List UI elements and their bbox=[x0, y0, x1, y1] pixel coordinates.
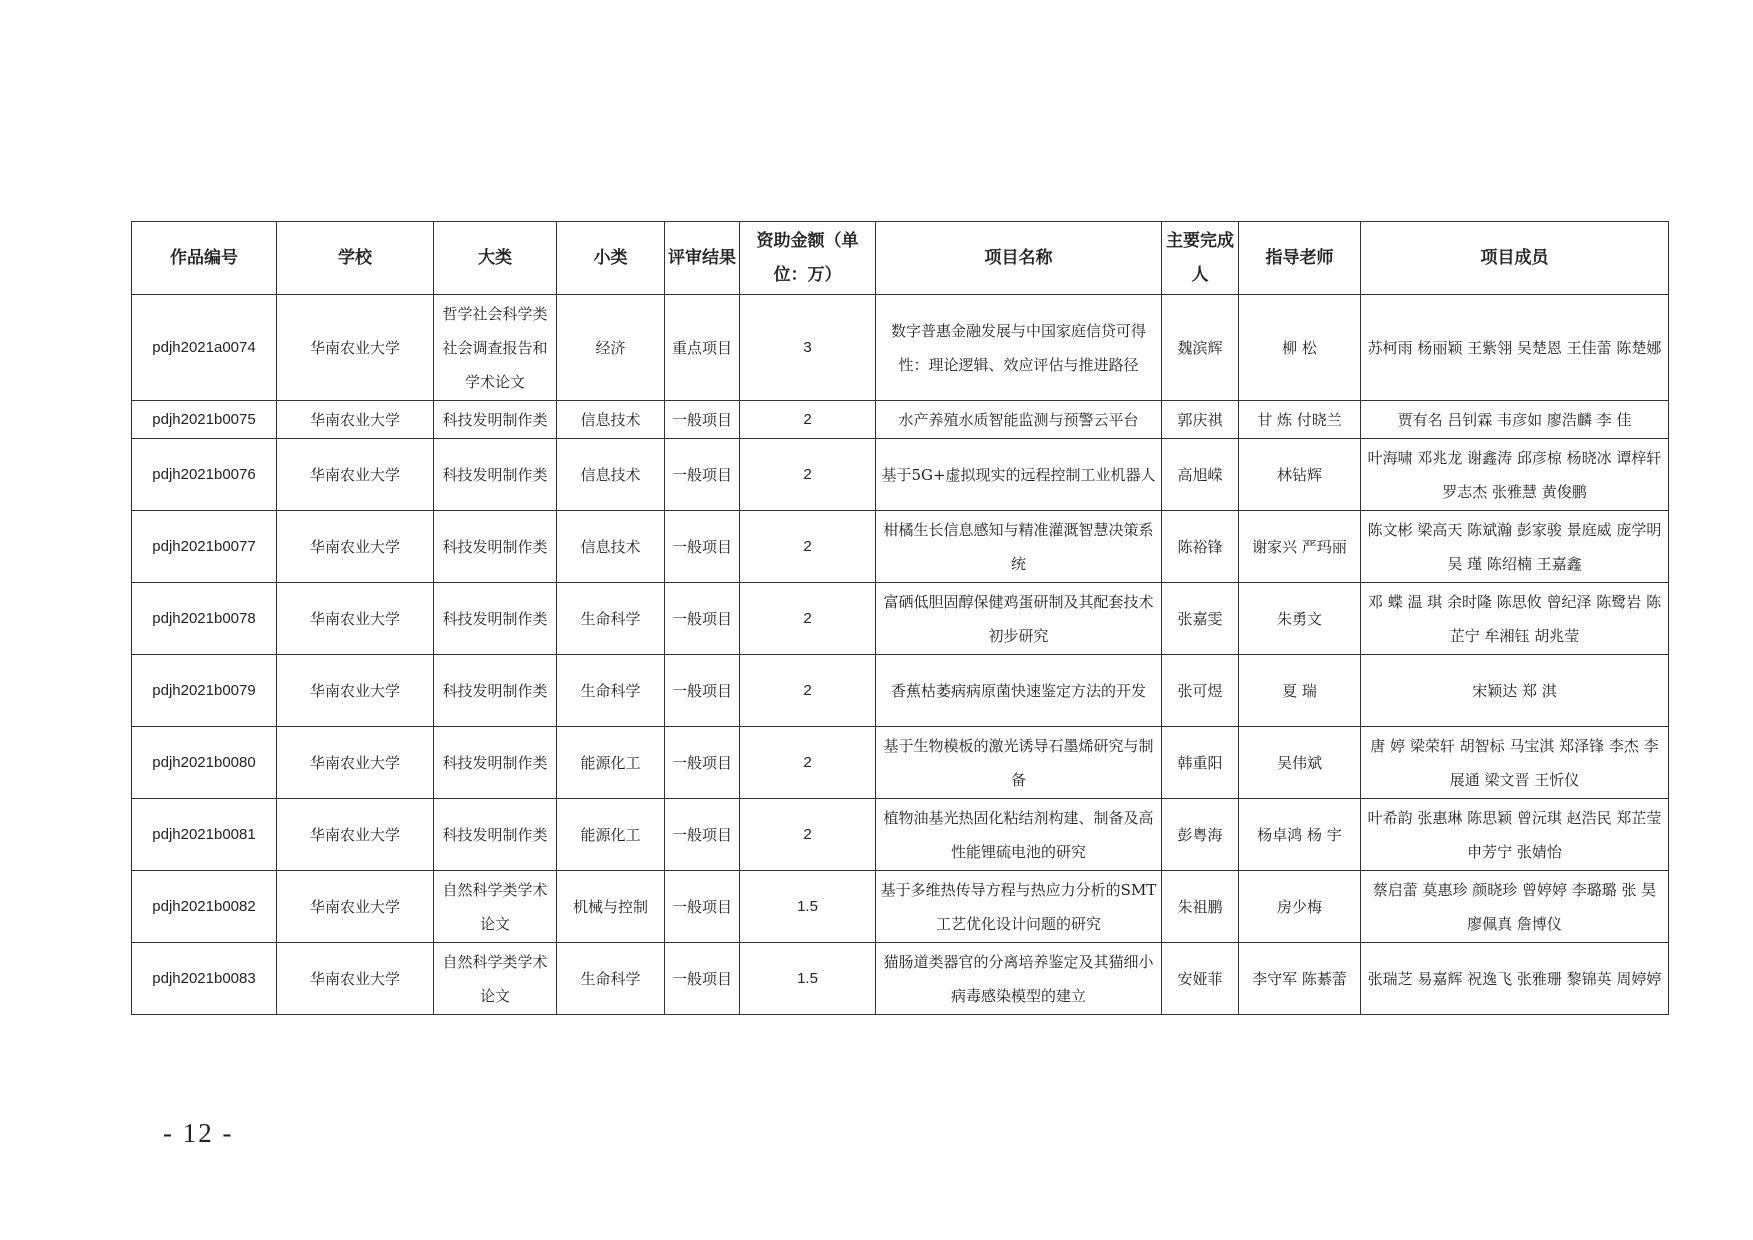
header-subcategory: 小类 bbox=[557, 222, 665, 295]
cell-review-result: 一般项目 bbox=[665, 799, 740, 871]
cell-lead: 韩重阳 bbox=[1162, 727, 1239, 799]
cell-category: 科技发明制作类 bbox=[434, 727, 557, 799]
cell-funding: 2 bbox=[740, 583, 876, 655]
header-funding: 资助金额（单位：万） bbox=[740, 222, 876, 295]
cell-advisor: 李守军 陈綦蕾 bbox=[1239, 943, 1361, 1015]
cell-subcategory: 信息技术 bbox=[557, 439, 665, 511]
cell-funding: 1.5 bbox=[740, 943, 876, 1015]
table-row bbox=[132, 295, 1669, 401]
header-advisor: 指导老师 bbox=[1239, 222, 1361, 295]
cell-advisor: 甘 炼 付晓兰 bbox=[1239, 401, 1361, 439]
cell-review-result: 一般项目 bbox=[665, 727, 740, 799]
cell-subcategory: 生命科学 bbox=[557, 943, 665, 1015]
cell-school: 华南农业大学 bbox=[277, 799, 434, 871]
cell-advisor: 房少梅 bbox=[1239, 871, 1361, 943]
cell-work-id: pdjh2021b0079 bbox=[132, 655, 277, 727]
cell-category: 科技发明制作类 bbox=[434, 439, 557, 511]
cell-funding: 3 bbox=[740, 295, 876, 401]
cell-school: 华南农业大学 bbox=[277, 655, 434, 727]
table-row bbox=[132, 655, 1669, 727]
cell-project-name: 植物油基光热固化粘结剂构建、制备及高性能锂硫电池的研究 bbox=[876, 799, 1162, 871]
cell-subcategory: 生命科学 bbox=[557, 583, 665, 655]
cell-members: 叶海啸 邓兆龙 谢鑫涛 邱彦椋 杨晓冰 谭梓轩 罗志杰 张雅慧 黄俊鹏 bbox=[1361, 439, 1669, 511]
table-row bbox=[132, 799, 1669, 871]
cell-subcategory: 信息技术 bbox=[557, 511, 665, 583]
cell-subcategory: 机械与控制 bbox=[557, 871, 665, 943]
cell-project-name: 数字普惠金融发展与中国家庭信贷可得性：理论逻辑、效应评估与推进路径 bbox=[876, 295, 1162, 401]
cell-review-result: 一般项目 bbox=[665, 439, 740, 511]
cell-lead: 高旭嵘 bbox=[1162, 439, 1239, 511]
header-category: 大类 bbox=[434, 222, 557, 295]
cell-category: 科技发明制作类 bbox=[434, 401, 557, 439]
cell-review-result: 重点项目 bbox=[665, 295, 740, 401]
cell-advisor: 夏 瑞 bbox=[1239, 655, 1361, 727]
cell-project-name: 猫肠道类器官的分离培养鉴定及其猫细小病毒感染模型的建立 bbox=[876, 943, 1162, 1015]
cell-review-result: 一般项目 bbox=[665, 655, 740, 727]
cell-work-id: pdjh2021b0081 bbox=[132, 799, 277, 871]
header-project-name: 项目名称 bbox=[876, 222, 1162, 295]
cell-work-id: pdjh2021b0075 bbox=[132, 401, 277, 439]
cell-members: 贾有名 吕钊霖 韦彦如 廖浩麟 李 佳 bbox=[1361, 401, 1669, 439]
cell-school: 华南农业大学 bbox=[277, 511, 434, 583]
cell-lead: 陈裕锋 bbox=[1162, 511, 1239, 583]
cell-work-id: pdjh2021b0078 bbox=[132, 583, 277, 655]
cell-members: 唐 婷 梁荣轩 胡智标 马宝淇 郑泽锋 李杰 李展通 梁文晋 王忻仪 bbox=[1361, 727, 1669, 799]
cell-work-id: pdjh2021b0082 bbox=[132, 871, 277, 943]
cell-members: 宋颖达 郑 淇 bbox=[1361, 655, 1669, 727]
cell-work-id: pdjh2021a0074 bbox=[132, 295, 277, 401]
cell-work-id: pdjh2021b0076 bbox=[132, 439, 277, 511]
cell-funding: 1.5 bbox=[740, 871, 876, 943]
table-row bbox=[132, 727, 1669, 799]
cell-funding: 2 bbox=[740, 511, 876, 583]
cell-project-name: 香蕉枯萎病病原菌快速鉴定方法的开发 bbox=[876, 655, 1162, 727]
cell-advisor: 杨卓鸿 杨 宇 bbox=[1239, 799, 1361, 871]
cell-school: 华南农业大学 bbox=[277, 401, 434, 439]
table-row bbox=[132, 583, 1669, 655]
cell-advisor: 朱勇文 bbox=[1239, 583, 1361, 655]
cell-advisor: 吴伟斌 bbox=[1239, 727, 1361, 799]
cell-subcategory: 生命科学 bbox=[557, 655, 665, 727]
cell-category: 科技发明制作类 bbox=[434, 583, 557, 655]
cell-members: 张瑞芝 易嘉辉 祝逸飞 张雅珊 黎锦英 周婷婷 bbox=[1361, 943, 1669, 1015]
cell-lead: 张嘉雯 bbox=[1162, 583, 1239, 655]
cell-funding: 2 bbox=[740, 727, 876, 799]
cell-school: 华南农业大学 bbox=[277, 439, 434, 511]
table-row bbox=[132, 511, 1669, 583]
cell-project-name: 富硒低胆固醇保健鸡蛋研制及其配套技术初步研究 bbox=[876, 583, 1162, 655]
cell-funding: 2 bbox=[740, 799, 876, 871]
cell-category: 科技发明制作类 bbox=[434, 799, 557, 871]
cell-lead: 郭庆祺 bbox=[1162, 401, 1239, 439]
table-header-row bbox=[132, 222, 1669, 295]
cell-funding: 2 bbox=[740, 439, 876, 511]
header-lead: 主要完成人 bbox=[1162, 222, 1239, 295]
table-row bbox=[132, 871, 1669, 943]
cell-project-name: 基于5G+虚拟现实的远程控制工业机器人 bbox=[876, 439, 1162, 511]
cell-project-name: 柑橘生长信息感知与精准灌溉智慧决策系统 bbox=[876, 511, 1162, 583]
cell-school: 华南农业大学 bbox=[277, 583, 434, 655]
cell-school: 华南农业大学 bbox=[277, 943, 434, 1015]
cell-review-result: 一般项目 bbox=[665, 871, 740, 943]
cell-project-name: 基于生物模板的激光诱导石墨烯研究与制备 bbox=[876, 727, 1162, 799]
cell-category: 科技发明制作类 bbox=[434, 655, 557, 727]
cell-review-result: 一般项目 bbox=[665, 511, 740, 583]
cell-subcategory: 经济 bbox=[557, 295, 665, 401]
cell-school: 华南农业大学 bbox=[277, 295, 434, 401]
table-row bbox=[132, 943, 1669, 1015]
cell-lead: 彭粤海 bbox=[1162, 799, 1239, 871]
cell-project-name: 基于多维热传导方程与热应力分析的SMT工艺优化设计问题的研究 bbox=[876, 871, 1162, 943]
cell-members: 邓 蝶 温 琪 余时隆 陈思攸 曾纪泽 陈鹭岩 陈芷宁 牟湘钰 胡兆莹 bbox=[1361, 583, 1669, 655]
cell-lead: 魏滨辉 bbox=[1162, 295, 1239, 401]
cell-advisor: 谢家兴 严玛丽 bbox=[1239, 511, 1361, 583]
cell-members: 叶希韵 张惠琳 陈思颖 曾沅琪 赵浩民 郑芷莹 申芳宁 张婧怡 bbox=[1361, 799, 1669, 871]
cell-school: 华南农业大学 bbox=[277, 871, 434, 943]
cell-advisor: 柳 松 bbox=[1239, 295, 1361, 401]
cell-advisor: 林钻辉 bbox=[1239, 439, 1361, 511]
cell-category: 自然科学类学术论文 bbox=[434, 943, 557, 1015]
cell-funding: 2 bbox=[740, 401, 876, 439]
header-school: 学校 bbox=[277, 222, 434, 295]
page-number: - 12 - bbox=[163, 1118, 234, 1148]
cell-review-result: 一般项目 bbox=[665, 943, 740, 1015]
cell-review-result: 一般项目 bbox=[665, 401, 740, 439]
table-row bbox=[132, 439, 1669, 511]
cell-members: 陈文彬 梁高天 陈斌瀚 彭家骏 景庭威 庞学明 吴 瑾 陈绍楠 王嘉鑫 bbox=[1361, 511, 1669, 583]
cell-work-id: pdjh2021b0083 bbox=[132, 943, 277, 1015]
cell-school: 华南农业大学 bbox=[277, 727, 434, 799]
cell-lead: 朱祖鹏 bbox=[1162, 871, 1239, 943]
cell-members: 蔡启蕾 莫惠珍 颜晓珍 曾婷婷 李璐璐 张 昊 廖佩真 詹博仪 bbox=[1361, 871, 1669, 943]
cell-project-name: 水产养殖水质智能监测与预警云平台 bbox=[876, 401, 1162, 439]
cell-lead: 安娅菲 bbox=[1162, 943, 1239, 1015]
table-row bbox=[132, 401, 1669, 439]
cell-lead: 张可煜 bbox=[1162, 655, 1239, 727]
cell-review-result: 一般项目 bbox=[665, 583, 740, 655]
header-review-result: 评审结果 bbox=[665, 222, 740, 295]
cell-category: 科技发明制作类 bbox=[434, 511, 557, 583]
cell-members: 苏柯雨 杨丽颖 王紫翎 吴楚恩 王佳蕾 陈楚娜 bbox=[1361, 295, 1669, 401]
header-members: 项目成员 bbox=[1361, 222, 1669, 295]
header-work-id: 作品编号 bbox=[132, 222, 277, 295]
cell-subcategory: 能源化工 bbox=[557, 727, 665, 799]
table-body bbox=[132, 295, 1669, 1015]
cell-work-id: pdjh2021b0077 bbox=[132, 511, 277, 583]
cell-subcategory: 能源化工 bbox=[557, 799, 665, 871]
cell-category: 哲学社会科学类社会调查报告和学术论文 bbox=[434, 295, 557, 401]
cell-category: 自然科学类学术论文 bbox=[434, 871, 557, 943]
cell-subcategory: 信息技术 bbox=[557, 401, 665, 439]
project-table bbox=[131, 221, 1669, 1015]
cell-work-id: pdjh2021b0080 bbox=[132, 727, 277, 799]
cell-funding: 2 bbox=[740, 655, 876, 727]
